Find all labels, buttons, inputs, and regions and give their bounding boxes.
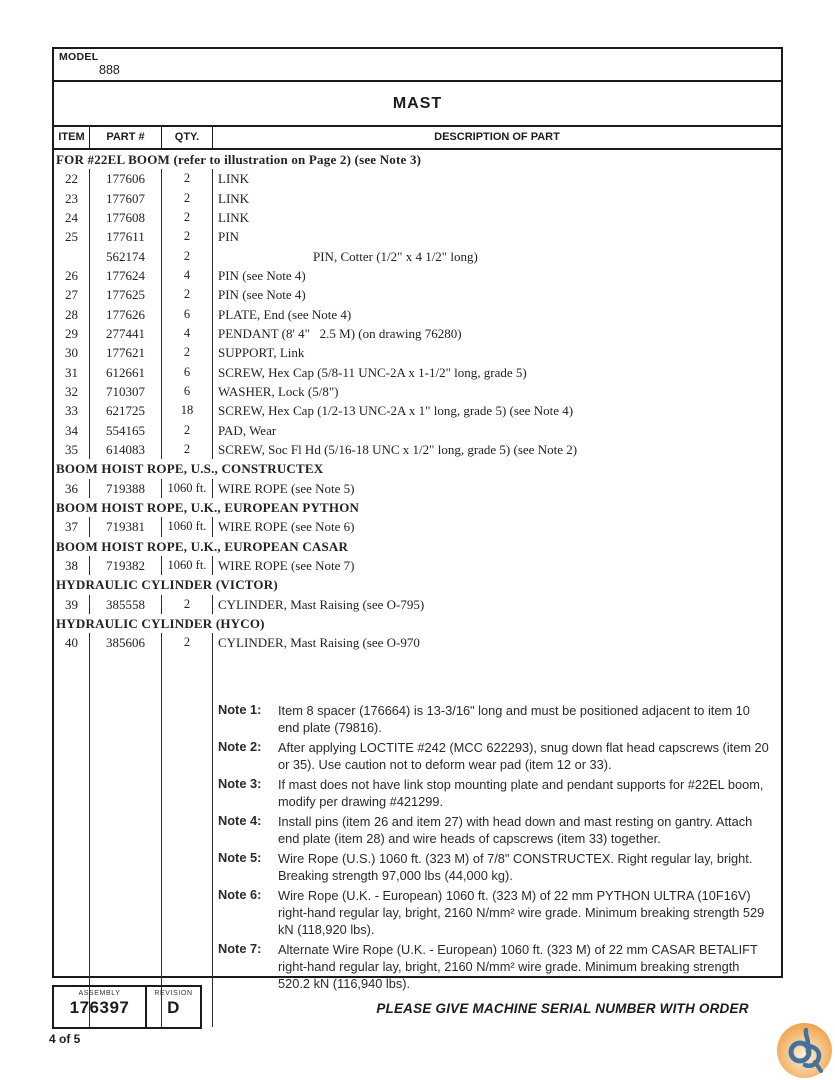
part-number-cell: 719381: [90, 517, 162, 536]
item-cell: 34: [54, 421, 90, 440]
assembly-number: 176397: [69, 998, 130, 1017]
item-cell: 25: [54, 227, 90, 246]
note: [218, 941, 781, 992]
part-number-cell: 719388: [90, 479, 162, 498]
part-number-cell: 385558: [90, 595, 162, 614]
qty-cell: 2: [162, 343, 213, 362]
crane-network-logo-icon: [776, 1022, 833, 1079]
table-row: [54, 343, 781, 362]
note-text: Item 8 spacer (176664) is 13-3/16" long and must be positioned adjacent to item 10 end plate (79816).: [278, 702, 754, 735]
item-cell: 28: [54, 305, 90, 324]
column-header-item: ITEM: [54, 127, 90, 148]
section-header: FOR #22EL BOOM (refer to illustration on Page 2) (see Note 3): [56, 152, 422, 167]
note: [218, 776, 781, 810]
order-message: PLEASE GIVE MACHINE SERIAL NUMBER WITH ORDER: [376, 1001, 749, 1016]
item-cell: 23: [54, 189, 90, 208]
table-header-row: [54, 127, 781, 150]
description-cell: PIN (see Note 4): [218, 287, 306, 303]
description-cell: CYLINDER, Mast Raising (see O-795): [218, 596, 425, 612]
note-text: Alternate Wire Rope (U.K. - European) 1060 ft. (323 M) of 22 mm CASAR BETALIFT right-hand regular lay, bright, 2160 N/mm² wire grade. Minimum breaking strength 520.2 kN (116,940 lbs).: [278, 941, 762, 991]
note: [218, 850, 781, 884]
table-row: [54, 382, 781, 401]
description-cell: PIN: [218, 229, 239, 245]
item-cell: 37: [54, 517, 90, 536]
table-row: [54, 305, 781, 324]
notes-block: [218, 702, 781, 992]
part-number-cell: 554165: [90, 421, 162, 440]
description-cell: LINK: [218, 171, 250, 187]
item-cell: 36: [54, 479, 90, 498]
table-row: [54, 363, 781, 382]
table-row: [54, 595, 781, 614]
part-number-cell: 177626: [90, 305, 162, 324]
item-cell: 27: [54, 285, 90, 304]
table-section-row: [54, 459, 781, 478]
revision-label: REVISION: [154, 990, 193, 997]
model-label: MODEL: [59, 51, 99, 63]
part-number-cell: 710307: [90, 382, 162, 401]
column-header-part: PART #: [90, 127, 162, 148]
qty-cell: 2: [162, 633, 213, 652]
table-row: [54, 440, 781, 459]
table-row: [54, 208, 781, 227]
part-number-cell: 177625: [90, 285, 162, 304]
table-row: [54, 324, 781, 343]
qty-cell: 2: [162, 227, 213, 246]
qty-cell: 6: [162, 363, 213, 382]
part-number-cell: 719382: [90, 556, 162, 575]
part-number-cell: 621725: [90, 401, 162, 420]
qty-cell: 2: [162, 208, 213, 227]
table-row: [54, 421, 781, 440]
part-number-cell: [90, 653, 162, 1027]
section-header: BOOM HOIST ROPE, U.K., EUROPEAN PYTHON: [56, 499, 360, 515]
note-label: Note 6:: [218, 886, 262, 902]
description-cell: LINK: [218, 209, 250, 225]
qty-cell: 2: [162, 169, 213, 188]
section-header: HYDRAULIC CYLINDER (HYCO): [56, 615, 265, 631]
table-section-row: [54, 498, 781, 517]
qty-cell: 2: [162, 595, 213, 614]
description-cell: PIN, Cotter (1/2" x 4 1/2" long): [313, 248, 478, 264]
table-section-row: [54, 150, 781, 169]
part-number-cell: 177607: [90, 189, 162, 208]
table-row: [54, 556, 781, 575]
part-number-cell: 385606: [90, 633, 162, 652]
parts-table-body: [54, 150, 781, 991]
note: [218, 739, 781, 773]
section-header: BOOM HOIST ROPE, U.S., CONSTRUCTEX: [56, 461, 324, 477]
table-row: [54, 517, 781, 536]
note-text: Wire Rope (U.K. - European) 1060 ft. (323 M) of 22 mm PYTHON ULTRA (10F16V) right-hand regular lay, bright, 2160 N/mm² wire grade. Minimum breaking strength 529 kN (118,920 lbs).: [278, 887, 768, 937]
qty-cell: 1060 ft.: [162, 556, 213, 575]
part-number-cell: 562174: [90, 247, 162, 266]
table-row: [54, 401, 781, 420]
section-header: BOOM HOIST ROPE, U.K., EUROPEAN CASAR: [56, 538, 349, 554]
page-title: MAST: [392, 94, 443, 112]
description-cell: WIRE ROPE (see Note 6): [218, 519, 355, 535]
description-cell: WASHER, Lock (5/8"): [218, 383, 339, 399]
item-cell: 33: [54, 401, 90, 420]
qty-cell: [162, 653, 213, 1027]
table-row: [54, 247, 781, 266]
table-row: [54, 285, 781, 304]
item-cell: 30: [54, 343, 90, 362]
assembly-cell: [54, 987, 147, 1027]
revision-value: D: [167, 998, 180, 1017]
note-text: Install pins (item 26 and item 27) with head down and mast resting on gantry. Attach end plate (item 28) and wire heads of capscrews (item 33) together.: [278, 813, 756, 846]
description-cell: CYLINDER, Mast Raising (see O-970: [218, 635, 420, 651]
description-cell: PENDANT (8' 4" 2.5 M) (on drawing 76280): [218, 325, 462, 341]
item-cell: 24: [54, 208, 90, 227]
table-row: [54, 169, 781, 188]
title-row: [54, 82, 781, 127]
description-cell: WIRE ROPE (see Note 5): [218, 480, 355, 496]
part-number-cell: 177621: [90, 343, 162, 362]
description-cell: SCREW, Soc Fl Hd (5/16-18 UNC x 1/2" long, grade 5) (see Note 2): [218, 441, 578, 457]
part-number-cell: 612661: [90, 363, 162, 382]
part-number-cell: 177606: [90, 169, 162, 188]
item-cell: 39: [54, 595, 90, 614]
description-cell: PIN (see Note 4): [218, 267, 306, 283]
table-row: [54, 479, 781, 498]
note-label: Note 7:: [218, 940, 262, 956]
column-header-description: DESCRIPTION OF PART: [434, 131, 560, 143]
revision-cell: [147, 987, 200, 1027]
note-text: If mast does not have link stop mounting plate and pendant supports for #22EL boom, modify per drawing #421299.: [278, 776, 767, 809]
part-number-cell: 177608: [90, 208, 162, 227]
item-cell: 22: [54, 169, 90, 188]
assembly-revision-box: [52, 985, 202, 1029]
table-row: [54, 633, 781, 652]
item-cell: 35: [54, 440, 90, 459]
page-indicator: 4 of 5: [49, 1032, 81, 1046]
table-row: [54, 266, 781, 285]
description-cell: SCREW, Hex Cap (1/2-13 UNC-2A x 1" long, grade 5) (see Note 4): [218, 403, 574, 419]
part-number-cell: 277441: [90, 324, 162, 343]
qty-cell: 4: [162, 266, 213, 285]
qty-cell: 2: [162, 247, 213, 266]
qty-cell: 6: [162, 382, 213, 401]
model-row: [54, 49, 781, 82]
description-cell: WIRE ROPE (see Note 7): [218, 557, 355, 573]
column-header-qty: QTY.: [162, 127, 213, 148]
description-cell: PLATE, End (see Note 4): [218, 306, 352, 322]
table-filler-row: [54, 653, 781, 1027]
item-cell: [54, 247, 90, 266]
item-cell: 29: [54, 324, 90, 343]
note-label: Note 2:: [218, 738, 262, 754]
qty-cell: 1060 ft.: [162, 479, 213, 498]
note: [218, 813, 781, 847]
note-text: Wire Rope (U.S.) 1060 ft. (323 M) of 7/8" CONSTRUCTEX. Right regular lay, bright. Breaking strength 97,000 lbs (44,000 kg).: [278, 850, 756, 883]
note: [218, 887, 781, 938]
description-cell: SCREW, Hex Cap (5/8-11 UNC-2A x 1-1/2" long, grade 5): [218, 364, 527, 380]
description-cell: SUPPORT, Link: [218, 345, 305, 361]
item-cell: 31: [54, 363, 90, 382]
table-section-row: [54, 575, 781, 594]
table-section-row: [54, 614, 781, 633]
qty-cell: 4: [162, 324, 213, 343]
section-header: HYDRAULIC CYLINDER (VICTOR): [56, 577, 278, 593]
description-cell: [213, 653, 781, 1027]
part-number-cell: 614083: [90, 440, 162, 459]
table-row: [54, 227, 781, 246]
table-row: [54, 189, 781, 208]
qty-cell: 2: [162, 189, 213, 208]
note-label: Note 4:: [218, 812, 262, 828]
document-frame: [52, 47, 783, 991]
model-value: 888: [99, 63, 120, 77]
table-section-row: [54, 537, 781, 556]
note-label: Note 3:: [218, 775, 262, 791]
item-cell: [54, 653, 90, 1027]
qty-cell: 18: [162, 401, 213, 420]
qty-cell: 2: [162, 421, 213, 440]
note: [218, 702, 781, 736]
note-text: After applying LOCTITE #242 (MCC 622293), snug down flat head capscrews (item 20 or 35). Use caution not to deform wear pad (item 12 or 33).: [278, 739, 773, 772]
qty-cell: 2: [162, 285, 213, 304]
description-cell: PAD, Wear: [218, 422, 277, 438]
qty-cell: 2: [162, 440, 213, 459]
assembly-label: ASSEMBLY: [78, 990, 121, 997]
note-label: Note 5:: [218, 849, 262, 865]
item-cell: 26: [54, 266, 90, 285]
item-cell: 38: [54, 556, 90, 575]
note-label: Note 1:: [218, 701, 262, 717]
part-number-cell: 177624: [90, 266, 162, 285]
qty-cell: 1060 ft.: [162, 517, 213, 536]
item-cell: 40: [54, 633, 90, 652]
item-cell: 32: [54, 382, 90, 401]
qty-cell: 6: [162, 305, 213, 324]
description-cell: LINK: [218, 190, 250, 206]
part-number-cell: 177611: [90, 227, 162, 246]
